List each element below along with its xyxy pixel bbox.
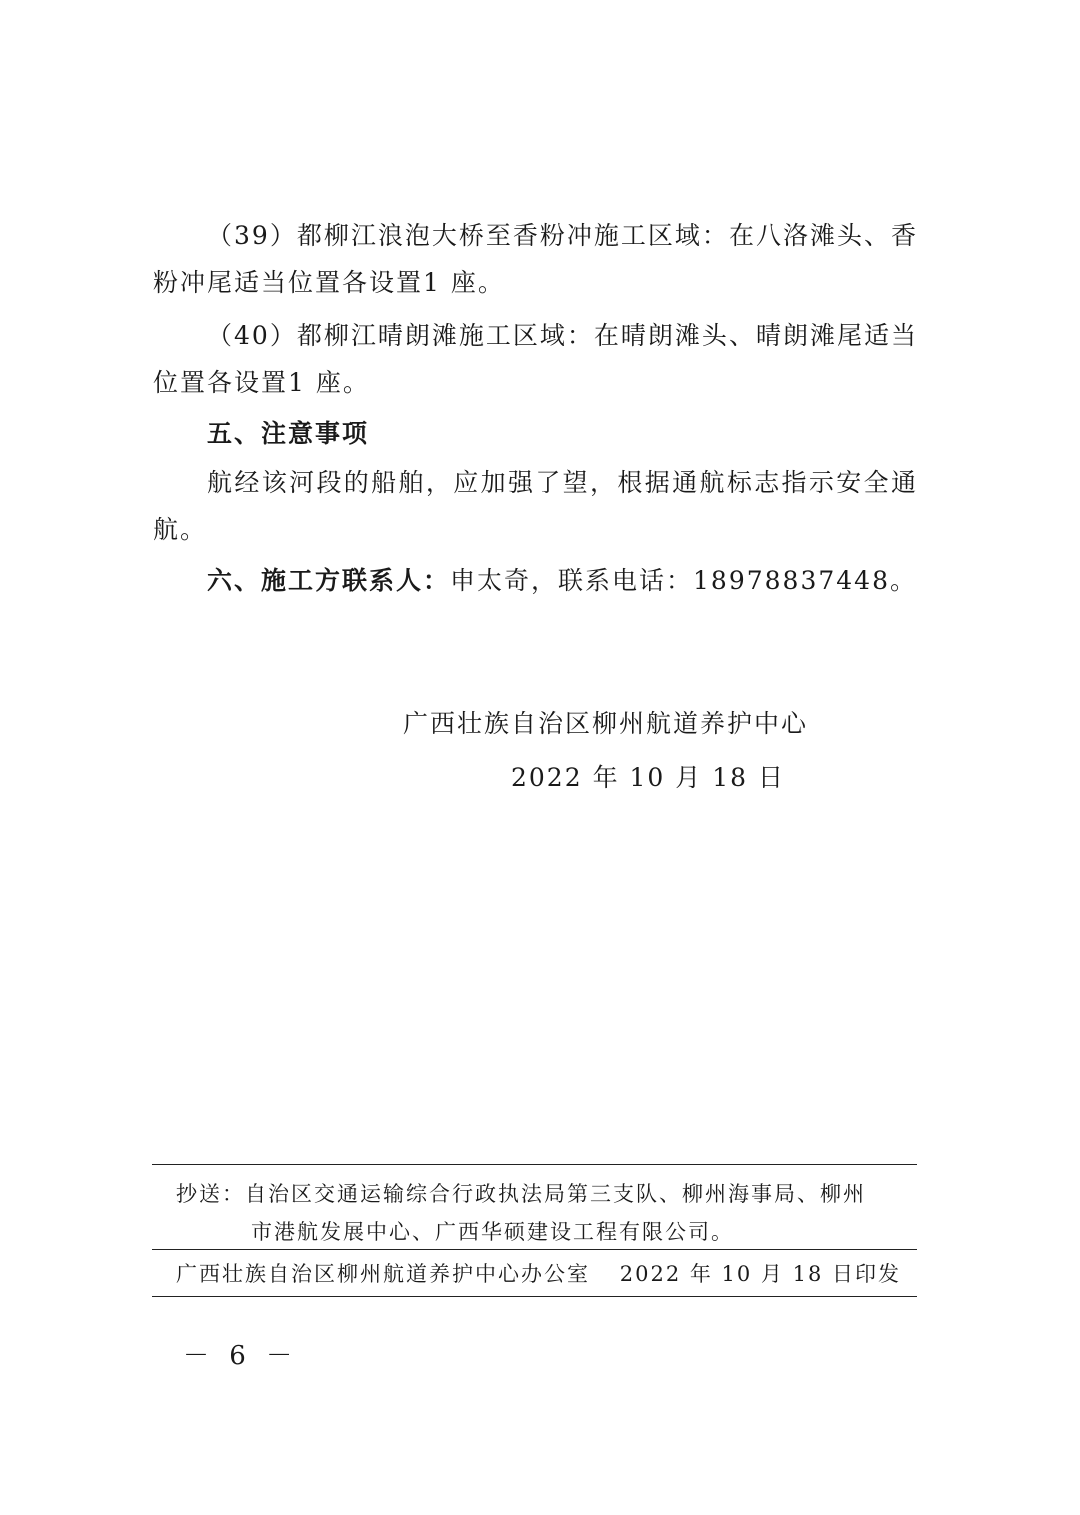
issuer-line — [176, 1254, 901, 1294]
contact-line — [207, 557, 917, 604]
issue-date: 2022 年 10 月 18 日印发 — [619, 1262, 901, 1286]
cc-recipients-2: 市港航发展中心、广西华硕建设工程有限公司。 — [251, 1220, 734, 1244]
paragraph-notes-body: 航经该河段的船舶，应加强了望，根据通航标志指示安全通航。 — [153, 468, 918, 544]
paragraph-item-39: （39）都柳江浪泡大桥至香粉冲施工区域：在八洛滩头、香粉冲尾适当位置各设置1 座。 — [153, 221, 918, 297]
signature-organization: 广西壮族自治区柳州航道养护中心 — [403, 709, 809, 738]
section-heading-notes: 五、注意事项 — [207, 419, 370, 448]
footer-bottom-rule — [152, 1296, 917, 1297]
footer-top-rule — [152, 1164, 917, 1165]
cc-recipients-1: 自治区交通运输综合行政执法局第三支队、柳州海事局、柳州 — [245, 1182, 866, 1206]
issuer-office: 广西壮族自治区柳州航道养护中心办公室 — [176, 1262, 590, 1286]
cc-line-1 — [176, 1175, 906, 1213]
paragraph-item-40: （40）都柳江晴朗滩施工区域：在晴朗滩头、晴朗滩尾适当位置各设置1 座。 — [153, 321, 918, 397]
footer-middle-rule — [152, 1249, 917, 1250]
contact-label: 六、施工方联系人： — [207, 566, 451, 595]
signature-date: 2022 年 10 月 18 日 — [511, 763, 785, 792]
contact-details: 申太奇，联系电话：18978837448。 — [450, 566, 917, 595]
cc-label: 抄送： — [176, 1182, 245, 1206]
cc-block — [176, 1175, 906, 1251]
page-number: － 6 － — [183, 1341, 299, 1371]
